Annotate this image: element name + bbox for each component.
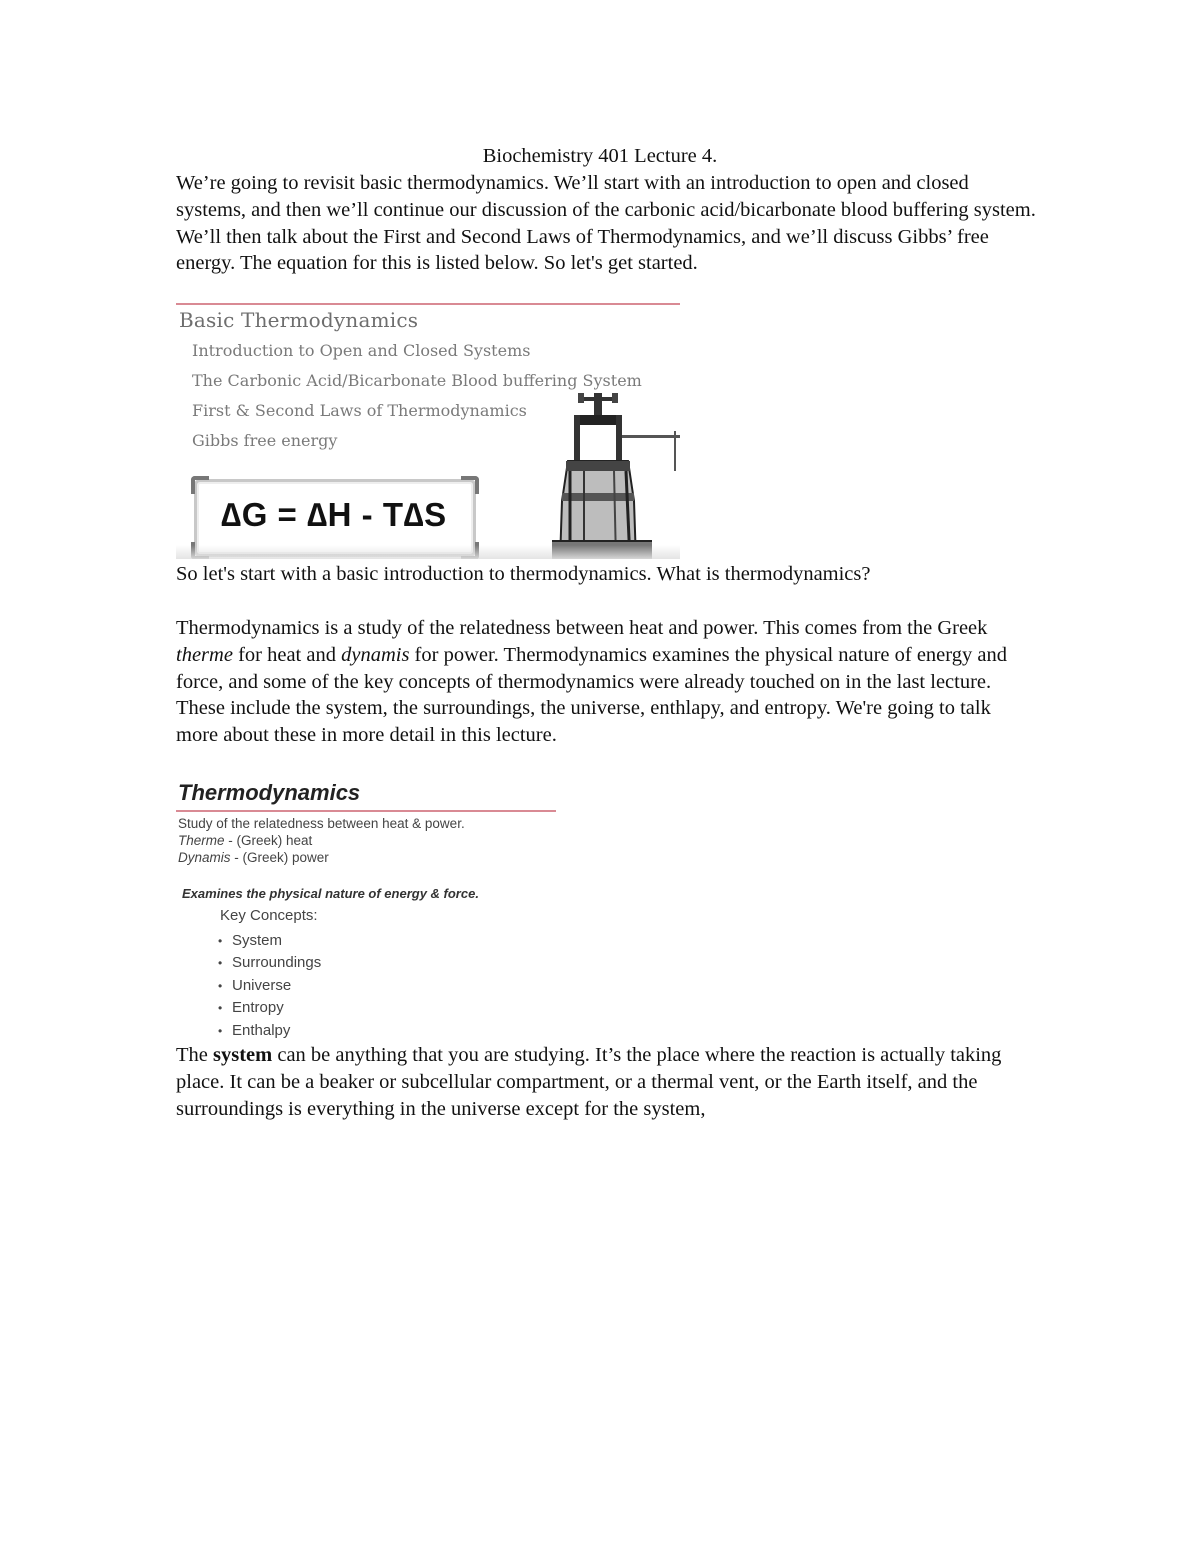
- slide-subheading: Examines the physical nature of energy & force.: [182, 886, 479, 901]
- page-title: Biochemistry 401 Lecture 4.: [482, 145, 718, 167]
- system-paragraph: The system can be anything that you are studying. It’s the place where the reaction is actually taking place. It can be a beaker or subcellular compartment, or a thermal vent, or the Earth itself, and the surroundings is everything in the universe except for the system,: [176, 1044, 1002, 1120]
- thermodynamics-slide: [176, 780, 556, 1042]
- basic-thermodynamics-slide: [176, 303, 680, 559]
- slide-line: Therme - (Greek) heat: [178, 833, 313, 848]
- slide-title: Thermodynamics: [178, 780, 361, 805]
- slide-item: Gibbs free energy: [192, 431, 338, 450]
- intro-paragraph: We’re going to revisit basic thermodynamics. We’ll start with an introduction to open and closed systems, and then we’ll continue our discussion of the carbonic acid/bicarbonate blood buffering system. We’ll then talk about the First and Second Laws of Thermodynamics, and we’ll discuss Gibbs’ free energy. The equation for this is listed below. So let's get started.: [176, 172, 1036, 275]
- list-item: • System: [218, 932, 283, 949]
- slide-line: Dynamis - (Greek) power: [178, 850, 329, 865]
- slide-divider: [176, 810, 556, 812]
- slide-line: Study of the relatedness between heat & power.: [178, 816, 465, 831]
- list-item: • Enthalpy: [218, 1021, 291, 1039]
- key-concepts-list: [218, 930, 321, 1042]
- term-system: system: [213, 1044, 273, 1066]
- key-concepts-label: Key Concepts:: [220, 907, 318, 924]
- slide-divider: [176, 303, 680, 305]
- slide-title: Basic Thermodynamics: [179, 308, 419, 332]
- thermodynamics-paragraph: Thermodynamics is a study of the relatedness between heat and power. This comes from the Greek therme for heat and dynamis for power. Thermodynamics examines the physical nature of energy and force, and some of the key concepts of thermodynamics were already touched on in the last lecture. These include the system, the surroundings, the universe, enthlapy, and entropy. We're going to talk more about these in more detail in this lecture.: [176, 617, 1007, 747]
- question-paragraph: So let's start with a basic introduction to thermodynamics. What is thermodynamics?: [176, 563, 871, 585]
- slide-item: First & Second Laws of Thermodynamics: [192, 401, 527, 420]
- slide-item: Introduction to Open and Closed Systems: [192, 341, 531, 360]
- slide-item: The Carbonic Acid/Bicarbonate Blood buffering System: [192, 371, 642, 390]
- gibbs-equation: ∆G = ∆H - T∆S: [221, 496, 447, 533]
- list-item: • Entropy: [218, 999, 284, 1017]
- list-item: • Surroundings: [218, 954, 322, 972]
- term-therme: therme: [176, 643, 233, 666]
- term-dynamis: dynamis: [341, 643, 410, 666]
- list-item: • Universe: [218, 976, 292, 994]
- steam-apparatus-illustration: [544, 391, 680, 559]
